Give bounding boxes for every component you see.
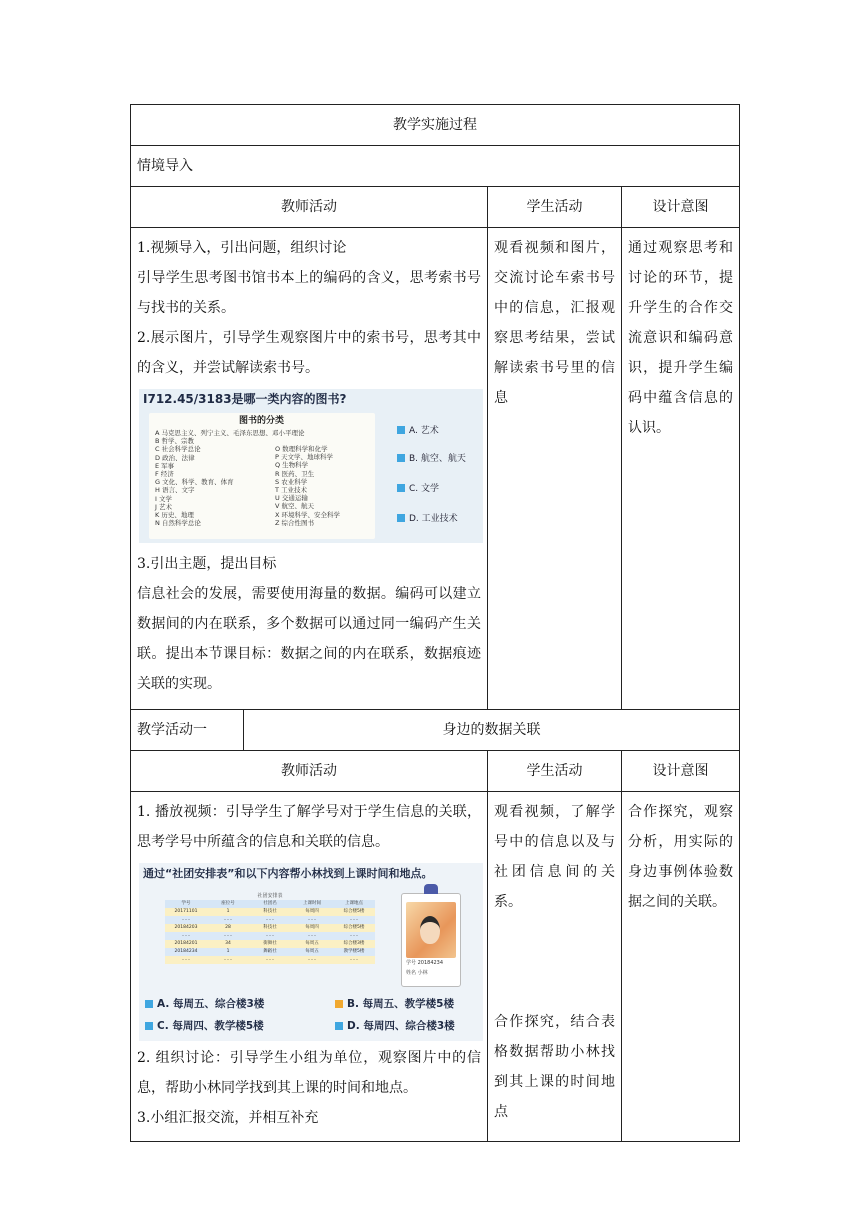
- class-item: P 天文学、地球科学: [275, 453, 333, 462]
- schedule-cell: 每周五: [291, 948, 333, 956]
- card-student-name: 姓名 小林: [406, 970, 428, 976]
- schedule-cell: ……: [249, 956, 291, 964]
- schedule-cell: 舞蹈社: [249, 948, 291, 956]
- class-item: G 文化、科学、教育、体育: [155, 478, 234, 487]
- option-text: D. 工业技术: [409, 514, 458, 524]
- table-row: [165, 900, 375, 908]
- class-item: X 环境科学、安全科学: [275, 510, 341, 519]
- class-item: N 自然科学总论: [155, 519, 201, 528]
- square-icon: [145, 1022, 153, 1030]
- figure1-option-d: [397, 513, 458, 525]
- schedule-grid: [165, 900, 375, 964]
- section2-col-teacher: 教师活动: [131, 751, 488, 792]
- section1-teacher-cell: [131, 228, 488, 710]
- class-item: B 哲学、宗教: [155, 437, 195, 446]
- table-row: [165, 916, 375, 924]
- schedule-cell: ……: [249, 916, 291, 924]
- card-student-id: 学号 20184234: [406, 960, 444, 966]
- schedule-cell: 综合楼3楼: [333, 940, 375, 948]
- schedule-cell: ……: [207, 932, 249, 940]
- figure2-option-a: [145, 997, 264, 1011]
- table-row: [165, 940, 375, 948]
- classification-panel: [149, 413, 375, 539]
- option-text: D. 每周四、综合楼3楼: [347, 1020, 455, 1032]
- figure2-option-d: [335, 1019, 455, 1033]
- student-avatar: [420, 916, 440, 944]
- figure2-question: 通过“社团安排表”和以下内容帮小林找到上课时间和地点。: [143, 867, 433, 880]
- schedule-cell: 20184201: [165, 940, 207, 948]
- square-icon: [397, 484, 405, 492]
- schedule-cell: 20184203: [165, 924, 207, 932]
- class-item: I 文学: [155, 494, 172, 503]
- schedule-cell: 教学楼5楼: [333, 948, 375, 956]
- schedule-cell: 科技社: [249, 924, 291, 932]
- schedule-cell: 每周四: [291, 924, 333, 932]
- class-item: S 农业科学: [275, 477, 308, 486]
- schedule-cell: ……: [291, 956, 333, 964]
- classification-right-col: [275, 445, 340, 527]
- table-row: [165, 956, 375, 964]
- class-item: O 数理科学和化学: [275, 445, 328, 453]
- option-text: C. 每周四、教学楼5楼: [157, 1020, 264, 1032]
- club-schedule-table: [165, 893, 375, 993]
- schedule-cell: ……: [291, 932, 333, 940]
- figure2-option-b: [335, 997, 454, 1011]
- class-item: D 政治、法律: [155, 453, 195, 462]
- schedule-cell: 科技社: [249, 908, 291, 916]
- section1-intent-cell: 通过观察思考和讨论的环节，提升学生的合作交流意识和编码意识，提升学生编码中蕴含信息的认识。: [622, 228, 740, 710]
- lanyard-clip-icon: [424, 884, 438, 894]
- square-icon: [335, 1022, 343, 1030]
- schedule-cell: 34: [207, 940, 249, 948]
- schedule-header: 座位号: [207, 900, 249, 908]
- schedule-cell: 综合楼5楼: [333, 924, 375, 932]
- schedule-cell: ……: [291, 916, 333, 924]
- schedule-cell: 每周四: [291, 908, 333, 916]
- class-item: R 医药、卫生: [275, 469, 315, 478]
- section1-teacher-p1: 1.视频导入，引出问题，组织讨论: [137, 240, 347, 256]
- class-item: Z 综合性图书: [275, 518, 315, 527]
- section1-col-student: 学生活动: [488, 187, 622, 228]
- section2-col-student: 学生活动: [488, 751, 622, 792]
- option-text: C. 文学: [409, 484, 440, 494]
- schedule-cell: ……: [207, 916, 249, 924]
- square-icon: [145, 1000, 153, 1008]
- teaching-process-table: [130, 104, 740, 1142]
- section2-teacher-p1: 1. 播放视频：引导学生了解学号对于学生信息的关联，思考学号中所蕴含的信息和关联的信息。: [137, 804, 481, 850]
- figure2-option-c: [145, 1019, 264, 1033]
- section1-teacher-p2: 引导学生思考图书馆书本上的编码的含义，思考索书号与找书的关系。: [137, 270, 481, 316]
- schedule-header: 学号: [165, 900, 207, 908]
- square-icon: [397, 426, 405, 434]
- class-item: K 历史、地理: [155, 511, 194, 520]
- section2-student-cell: [488, 792, 622, 1142]
- classification-title: 图书的分类: [239, 416, 285, 426]
- schedule-header: 社团名: [249, 900, 291, 908]
- section1-student-cell: 观看视频和图片，交流讨论车索书号中的信息，汇报观察思考结果，尝试解读索书号里的信息: [488, 228, 622, 710]
- table-title: 教学实施过程: [131, 105, 740, 146]
- schedule-cell: ……: [333, 932, 375, 940]
- table-row: [165, 924, 375, 932]
- figure1-question: I712.45/3183是哪一类内容的图书?: [143, 392, 347, 406]
- section2-student-p2: 合作探究，结合表格数据帮助小林找到其上课的时间地点: [494, 1014, 615, 1120]
- square-icon: [397, 514, 405, 522]
- figure1-option-a: [397, 425, 439, 437]
- class-item: H 语言、文字: [155, 486, 195, 495]
- section1-col-intent: 设计意图: [622, 187, 740, 228]
- class-item: C 社会科学总论: [155, 445, 201, 454]
- option-text: A. 每周五、综合楼3楼: [157, 998, 265, 1010]
- section2-teacher-p3: 3.小组汇报交流，并相互补充: [137, 1110, 319, 1126]
- class-item: U 交通运输: [275, 494, 308, 503]
- book-classification-figure: [139, 389, 483, 543]
- section2-title: 身边的数据关联: [244, 710, 740, 751]
- schedule-cell: 每周五: [291, 940, 333, 948]
- schedule-cell: 20171101: [165, 908, 207, 916]
- section2-col-intent: 设计意图: [622, 751, 740, 792]
- option-text: B. 每周五、教学楼5楼: [347, 998, 454, 1010]
- schedule-cell: 综合楼5楼: [333, 908, 375, 916]
- table-row: [165, 908, 375, 916]
- section1-label: 情境导入: [131, 146, 740, 187]
- section1-teacher-p3: 2.展示图片，引导学生观察图片中的索书号，思考其中的含义，并尝试解读索书号。: [137, 330, 481, 376]
- class-item: Q 生物科学: [275, 461, 309, 470]
- section2-label: 教学活动一: [131, 710, 244, 751]
- schedule-cell: 28: [207, 924, 249, 932]
- figure1-option-b: [397, 453, 466, 465]
- club-schedule-figure: [139, 863, 483, 1041]
- class-item: V 航空、航天: [275, 502, 315, 511]
- class-item: A 马克思主义、列宁主义、毛泽东思想、邓小平理论: [155, 429, 305, 437]
- schedule-cell: ……: [249, 932, 291, 940]
- option-text: A. 艺术: [409, 426, 439, 436]
- section2-intent-cell: 合作探究，观察分析，用实际的身边事例体验数据之间的关联。: [622, 792, 740, 1142]
- schedule-header: 上课地点: [333, 900, 375, 908]
- schedule-cell: ……: [207, 956, 249, 964]
- schedule-cell: 20184234: [165, 948, 207, 956]
- schedule-cell: 1: [207, 948, 249, 956]
- schedule-cell: ……: [165, 956, 207, 964]
- section1-teacher-p4: 3.引出主题，提出目标: [137, 556, 277, 572]
- schedule-title: 社团安排表: [257, 893, 283, 899]
- schedule-header: 上课时间: [291, 900, 333, 908]
- schedule-cell: 1: [207, 908, 249, 916]
- figure1-option-c: [397, 483, 439, 495]
- class-item: F 经济: [155, 470, 174, 479]
- section2-teacher-p2: 2. 组织讨论：引导学生小组为单位，观察图片中的信息，帮助小林同学找到其上课的时间和地点。: [137, 1050, 481, 1096]
- schedule-cell: 街舞社: [249, 940, 291, 948]
- table-row: [165, 932, 375, 940]
- section1-teacher-p5: 信息社会的发展，需要使用海量的数据。编码可以建立数据间的内在联系，多个数据可以通过同一编码产生关联。提出本节课目标：数据之间的内在联系，数据痕迹关联的实现。: [137, 586, 481, 692]
- class-item: T 工业技术: [275, 486, 308, 495]
- class-item: J 艺术: [155, 502, 172, 511]
- table-row: [165, 948, 375, 956]
- student-id-card: [401, 893, 461, 987]
- section2-student-p1: 观看视频，了解学号中的信息以及与社团信息间的关系。: [494, 804, 615, 910]
- schedule-cell: ……: [165, 932, 207, 940]
- option-text: B. 航空、航天: [409, 454, 466, 464]
- checked-square-icon: [335, 1000, 343, 1008]
- section2-teacher-cell: [131, 792, 488, 1142]
- class-item: E 军事: [155, 461, 175, 470]
- section1-col-teacher: 教师活动: [131, 187, 488, 228]
- square-icon: [397, 454, 405, 462]
- schedule-cell: ……: [333, 916, 375, 924]
- schedule-cell: ……: [333, 956, 375, 964]
- schedule-cell: ……: [165, 916, 207, 924]
